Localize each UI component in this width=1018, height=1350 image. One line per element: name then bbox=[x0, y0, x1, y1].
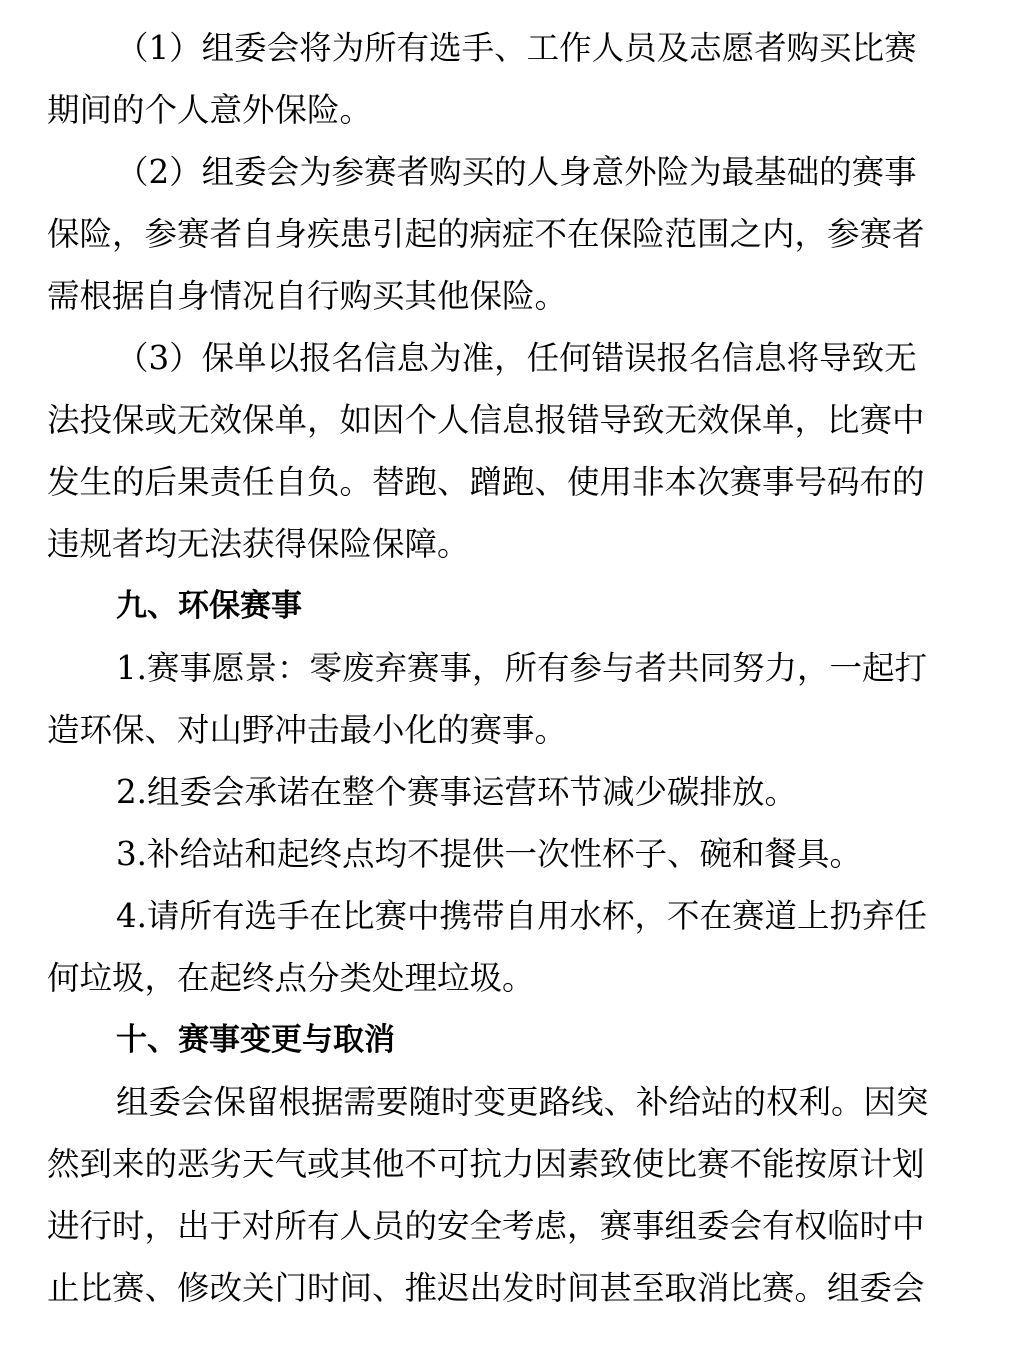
text-line: 期间的个人意外保险。 bbox=[47, 91, 373, 129]
text-line: 造环保、对山野冲击最小化的赛事。 bbox=[47, 711, 568, 749]
text-line: 1.赛事愿景：零废弃赛事，所有参与者共同努力，一起打 bbox=[116, 649, 928, 687]
text-line: 组委会保留根据需要随时变更路线、补给站的权利。因突 bbox=[116, 1083, 929, 1121]
text-line: 3.补给站和起终点均不提供一次性杯子、碗和餐具。 bbox=[116, 835, 863, 873]
text-line: 需根据自身情况自行购买其他保险。 bbox=[47, 277, 568, 315]
text-line: 然到来的恶劣天气或其他不可抗力因素致使比赛不能按原计划 bbox=[47, 1145, 925, 1183]
text-line: 保险，参赛者自身疾患引起的病症不在保险范围之内，参赛者 bbox=[47, 215, 925, 253]
text-line: 何垃圾，在起终点分类处理垃圾。 bbox=[47, 959, 535, 997]
text-line: 止比赛、修改关门时间、推迟出发时间甚至取消比赛。组委会 bbox=[47, 1269, 925, 1307]
section-heading: 十、赛事变更与取消 bbox=[116, 1022, 395, 1058]
text-line: 4.请所有选手在比赛中携带自用水杯，不在赛道上扔弃任 bbox=[116, 897, 928, 935]
text-line: 违规者均无法获得保险保障。 bbox=[47, 525, 470, 563]
text-line: （1）组委会将为所有选手、工作人员及志愿者购买比赛 bbox=[116, 29, 917, 67]
text-line: 进行时，出于对所有人员的安全考虑，赛事组委会有权临时中 bbox=[47, 1207, 925, 1245]
text-line: 法投保或无效保单，如因个人信息报错导致无效保单，比赛中 bbox=[47, 401, 925, 439]
text-line: （3）保单以报名信息为准，任何错误报名信息将导致无 bbox=[116, 339, 917, 377]
section-heading: 九、环保赛事 bbox=[116, 588, 302, 624]
text-line: 发生的后果责任自负。替跑、蹭跑、使用非本次赛事号码布的 bbox=[47, 463, 925, 501]
text-line: （2）组委会为参赛者购买的人身意外险为最基础的赛事 bbox=[116, 153, 917, 191]
text-line: 2.组委会承诺在整个赛事运营环节减少碳排放。 bbox=[116, 773, 798, 811]
